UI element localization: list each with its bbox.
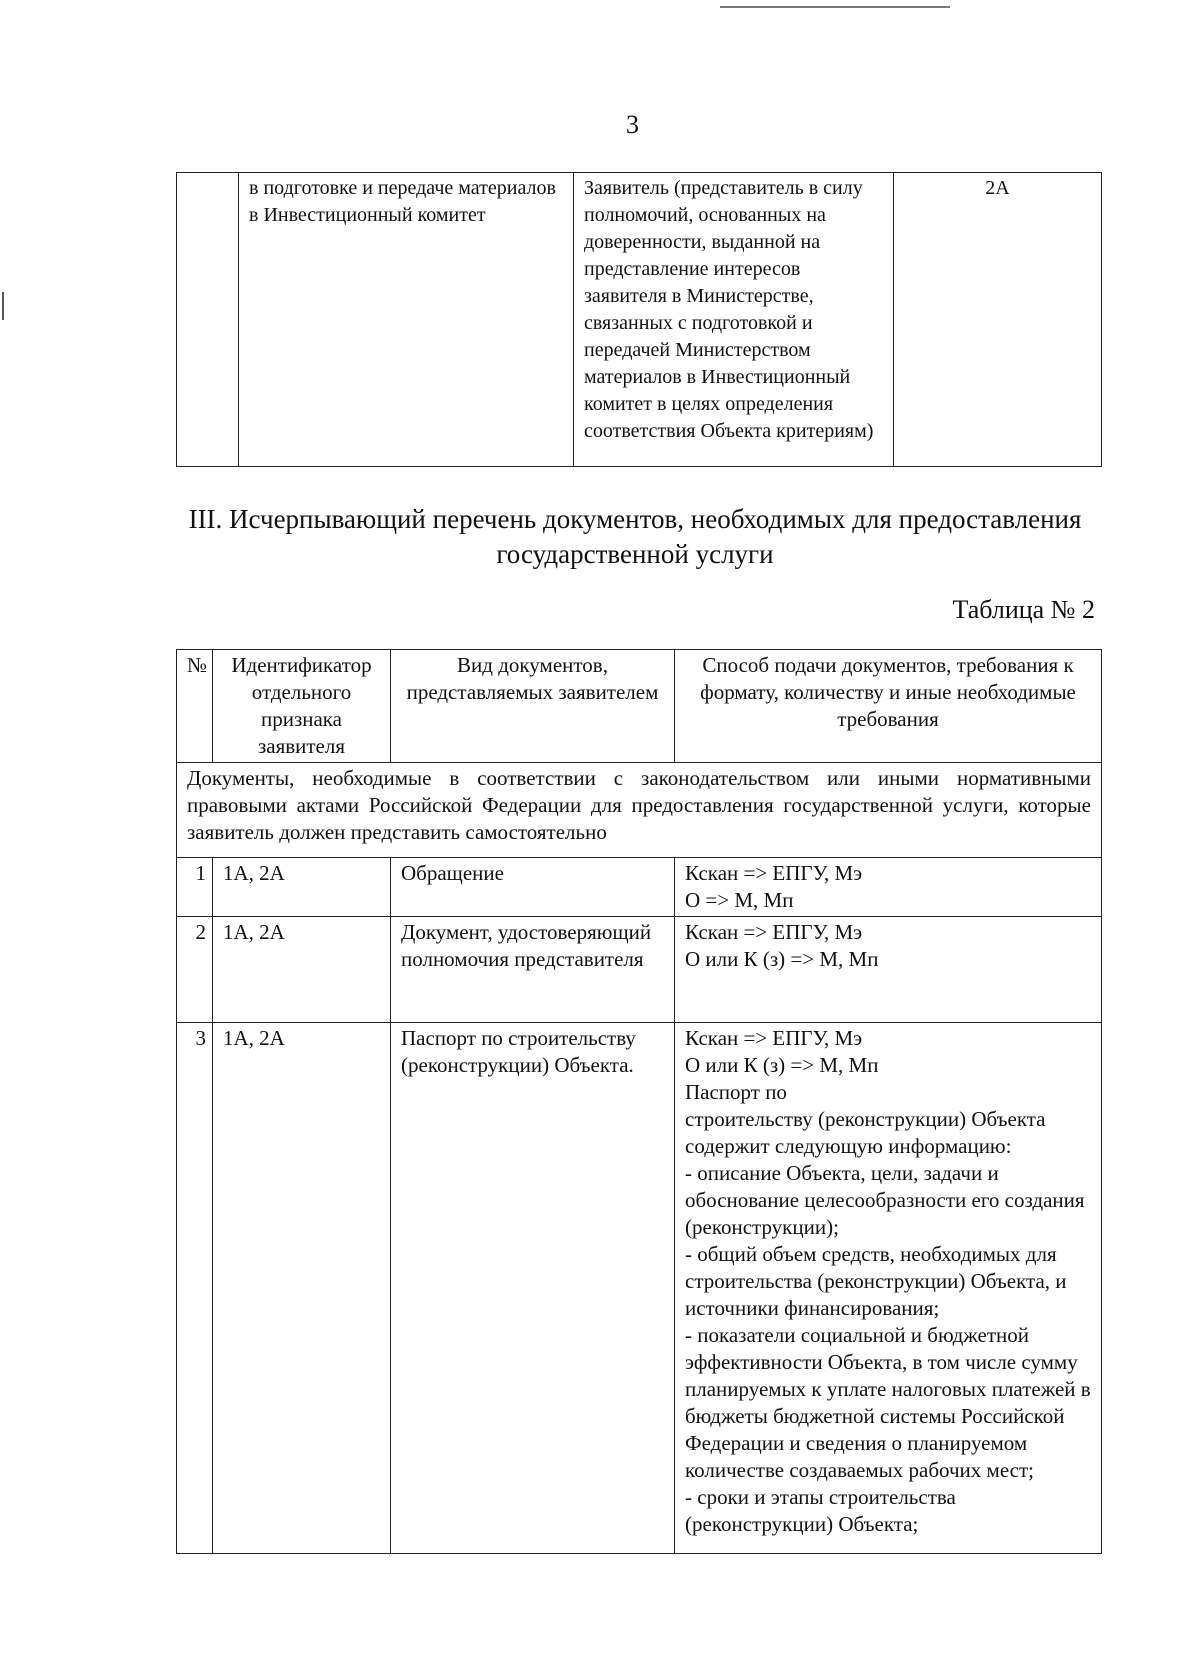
column-header: №: [177, 650, 213, 763]
table-row: [177, 858, 1102, 917]
table-cell: 2А: [894, 173, 1102, 467]
row-number: 2: [177, 917, 213, 1023]
documents-table: [176, 649, 1102, 1554]
table-header-row: [177, 650, 1102, 763]
row-identifier: 1А, 2А: [213, 858, 391, 917]
table-row: [177, 917, 1102, 1023]
column-header: Способ подачи документов, требования к формату, количеству и иные необходимые требования: [675, 650, 1102, 763]
table-row: [177, 173, 1102, 467]
row-method: Кскан => ЕПГУ, Мэ О или К (з) => М, Мп Паспорт по строительству (реконструкции) Объекта содержит следующую информацию: - описание Объекта, цели, задачи и обоснование целесообразности его создания (реконструкции); - общий объем средств, необходимых для строительства (реконструкции) Объекта, и источники финансирования; - показатели социальной и бюджетной эффективности Объекта, в том числе сумму планируемых к уплате налоговых платежей в бюджеты бюджетной системы Российской Федерации и сведения о планируемом количестве создаваемых рабочих мест; - сроки и этапы строительства (реконструкции) Объекта;: [675, 1023, 1102, 1554]
table-cell: [177, 173, 239, 467]
top-scan-line: [720, 6, 950, 8]
row-identifier: 1А, 2А: [213, 1023, 391, 1554]
section-heading: III. Исчерпывающий перечень документов, необходимых для предоставления государственной услуги: [188, 504, 1082, 569]
row-method: Кскан => ЕПГУ, Мэ О или К (з) => М, Мп: [675, 917, 1102, 1023]
row-document: Документ, удостоверяющий полномочия представителя: [391, 917, 675, 1023]
table-cell: Заявитель (представитель в силу полномочий, основанных на доверенности, выданной на представление интересов заявителя в Министерстве, связанных с подготовкой и передачей Министерством материалов в Инвестиционный комитет в целях определения соответствия Объекта критериям): [574, 173, 894, 467]
row-number: 1: [177, 858, 213, 917]
row-identifier: 1А, 2А: [213, 917, 391, 1023]
continuation-table: [176, 172, 1102, 467]
column-header: Вид документов, представляемых заявителем: [391, 650, 675, 763]
table-caption: Таблица № 2: [952, 595, 1095, 624]
row-number: 3: [177, 1023, 213, 1554]
page-number: 3: [626, 110, 639, 139]
row-document: Обращение: [391, 858, 675, 917]
table-row: [177, 1023, 1102, 1554]
margin-scan-mark: [2, 292, 4, 320]
column-header: Идентификатор отдельного признака заявителя: [213, 650, 391, 763]
row-document: Паспорт по строительству (реконструкции) Объекта.: [391, 1023, 675, 1554]
group-title: Документы, необходимые в соответствии с законодательством или иными нормативными правовыми актами Российской Федерации для предоставления государственной услуги, которые заявитель должен представить самостоятельно: [177, 763, 1102, 858]
table-cell: в подготовке и передаче материалов в Инвестиционный комитет: [239, 173, 574, 467]
row-method: Кскан => ЕПГУ, Мэ О => М, Мп: [675, 858, 1102, 917]
group-title-row: [177, 763, 1102, 858]
